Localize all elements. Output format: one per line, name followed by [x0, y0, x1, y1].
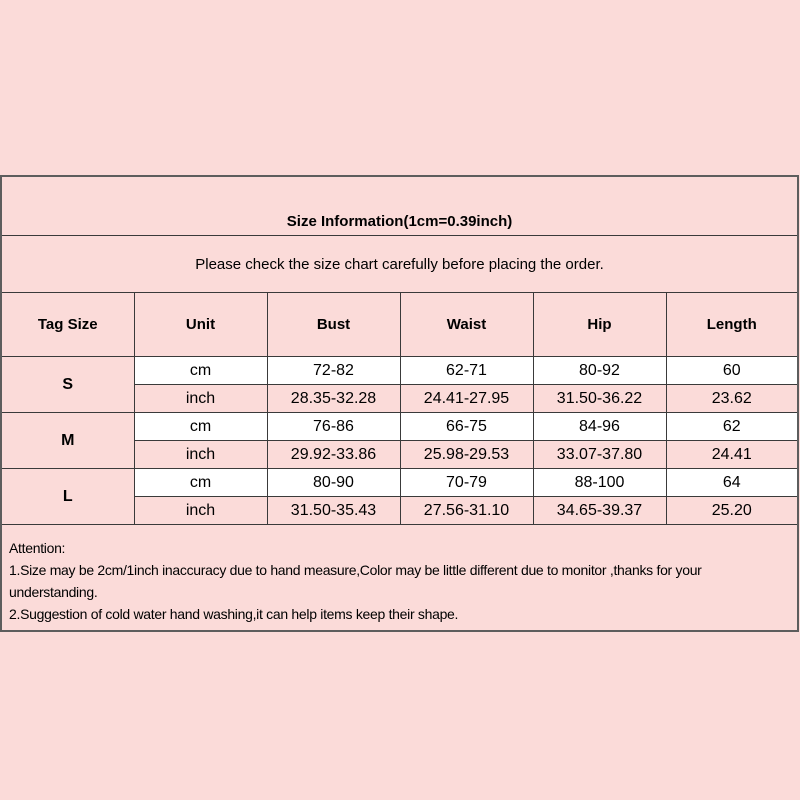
- size-chart-table: [0, 175, 799, 632]
- size-l-cm-row: [1, 469, 798, 497]
- value-cell-length: 23.62: [666, 385, 798, 413]
- value-cell-waist: 70-79: [400, 469, 533, 497]
- value-cell-waist: 24.41-27.95: [400, 385, 533, 413]
- size-cell-m: M: [1, 413, 134, 469]
- unit-cell: inch: [134, 497, 267, 525]
- unit-cell: cm: [134, 469, 267, 497]
- header-cell-hip: Hip: [533, 293, 666, 357]
- subtitle-row: [1, 236, 798, 293]
- value-cell-length: 62: [666, 413, 798, 441]
- header-cell-tag-size: Tag Size: [1, 293, 134, 357]
- value-cell-length: 64: [666, 469, 798, 497]
- unit-cell: cm: [134, 357, 267, 385]
- size-s-cm-row: [1, 357, 798, 385]
- value-cell-bust: 29.92-33.86: [267, 441, 400, 469]
- value-cell-bust: 80-90: [267, 469, 400, 497]
- attention-note-2: 2.Suggestion of cold water hand washing,it can help items keep their shape.: [9, 606, 459, 622]
- value-cell-length: 24.41: [666, 441, 798, 469]
- attention-note-1: 1.Size may be 2cm/1inch inaccuracy due to hand measure,Color may be little different due to monitor ,thanks for your: [9, 562, 702, 578]
- value-cell-bust: 76-86: [267, 413, 400, 441]
- value-cell-waist: 25.98-29.53: [400, 441, 533, 469]
- header-cell-waist: Waist: [400, 293, 533, 357]
- value-cell-bust: 31.50-35.43: [267, 497, 400, 525]
- value-cell-waist: 27.56-31.10: [400, 497, 533, 525]
- value-cell-hip: 34.65-39.37: [533, 497, 666, 525]
- unit-cell: cm: [134, 413, 267, 441]
- size-m-cm-row: [1, 413, 798, 441]
- value-cell-bust: 28.35-32.28: [267, 385, 400, 413]
- size-cell-l: L: [1, 469, 134, 525]
- value-cell-hip: 88-100: [533, 469, 666, 497]
- header-cell-length: Length: [666, 293, 798, 357]
- unit-cell: inch: [134, 385, 267, 413]
- value-cell-hip: 31.50-36.22: [533, 385, 666, 413]
- attention-heading: Attention:: [9, 540, 66, 556]
- table-title: Size Information(1cm=0.39inch): [1, 176, 798, 236]
- attention-row: [1, 525, 798, 632]
- value-cell-hip: 33.07-37.80: [533, 441, 666, 469]
- size-chart-panel: [0, 175, 797, 632]
- value-cell-waist: 62-71: [400, 357, 533, 385]
- attention-cell: [1, 525, 798, 632]
- value-cell-waist: 66-75: [400, 413, 533, 441]
- size-cell-s: S: [1, 357, 134, 413]
- value-cell-length: 60: [666, 357, 798, 385]
- value-cell-hip: 84-96: [533, 413, 666, 441]
- value-cell-bust: 72-82: [267, 357, 400, 385]
- header-cell-bust: Bust: [267, 293, 400, 357]
- header-cell-unit: Unit: [134, 293, 267, 357]
- title-row: [1, 176, 798, 236]
- attention-note-1-continued: understanding.: [9, 584, 98, 600]
- table-subtitle: Please check the size chart carefully before placing the order.: [1, 236, 798, 293]
- value-cell-length: 25.20: [666, 497, 798, 525]
- value-cell-hip: 80-92: [533, 357, 666, 385]
- header-row: [1, 293, 798, 357]
- unit-cell: inch: [134, 441, 267, 469]
